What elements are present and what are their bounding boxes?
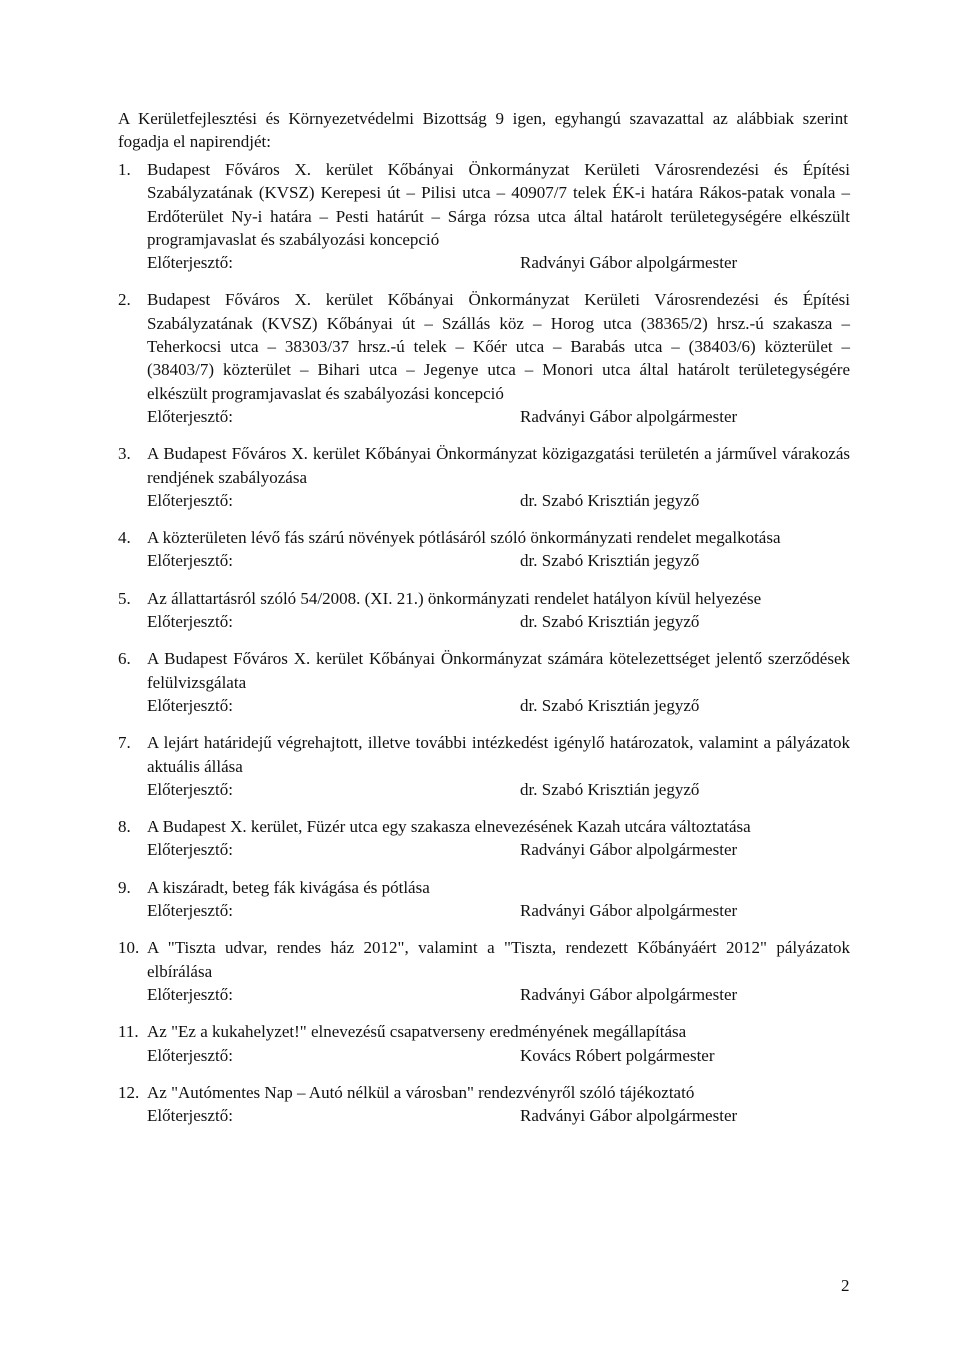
- presenter-label: Előterjesztő:: [147, 779, 233, 799]
- presenter-name: dr. Szabó Krisztián jegyző: [520, 779, 700, 799]
- presenter-label: Előterjesztő:: [147, 612, 233, 632]
- item-text: A kiszáradt, beteg fák kivágása és pótlása: [147, 877, 430, 897]
- presenter-name: Radványi Gábor alpolgármester: [520, 984, 738, 1004]
- presenter-name: dr. Szabó Krisztián jegyző: [520, 551, 700, 571]
- item-presenter: [147, 549, 850, 572]
- presenter-name: Radványi Gábor alpolgármester: [520, 840, 738, 860]
- presenter-label: Előterjesztő:: [147, 901, 233, 921]
- item-number: 12.: [118, 1082, 140, 1102]
- item-text: Budapest Főváros X. kerület Kőbányai Önkormányzat Kerületi Városrendezési és Építési Szabályzatának (KVSZ) Kerepesi út – Pilisi utca – 40907/7 telek ÉK-i határa Rákos-patak vonala – Erdőterület Ny-i határa – Pesti határút – Sárga rózsa utca által határolt területegységére elkészült programjavaslat és szabályozási koncepció: [147, 160, 850, 249]
- agenda-item: [118, 647, 850, 717]
- presenter-name: Radványi Gábor alpolgármester: [520, 253, 738, 273]
- agenda-item: [118, 288, 850, 428]
- item-number: 5.: [118, 588, 131, 608]
- presenter-label: Előterjesztő:: [147, 695, 233, 715]
- item-number: 4.: [118, 528, 131, 548]
- item-presenter: [147, 1104, 850, 1127]
- presenter-label: Előterjesztő:: [147, 406, 233, 426]
- agenda-item: [118, 587, 850, 634]
- item-presenter: [147, 694, 850, 717]
- agenda-item: [118, 526, 850, 573]
- item-text: Az állattartásról szóló 54/2008. (XI. 21.) önkormányzati rendelet hatályon kívül helyezése: [147, 588, 762, 608]
- item-presenter: [147, 1044, 850, 1067]
- item-text: Az "Autómentes Nap – Autó nélkül a városban" rendezvényről szóló tájékoztató: [147, 1082, 695, 1102]
- item-presenter: [147, 778, 850, 801]
- agenda-list: [118, 158, 850, 1141]
- presenter-name: Radványi Gábor alpolgármester: [520, 901, 738, 921]
- presenter-label: Előterjesztő:: [147, 253, 233, 273]
- item-presenter: [147, 899, 850, 922]
- item-text: Az "Ez a kukahelyzet!" elnevezésű csapatverseny eredményének megállapítása: [147, 1022, 687, 1042]
- presenter-name: dr. Szabó Krisztián jegyző: [520, 490, 700, 510]
- item-text: A "Tiszta udvar, rendes ház 2012", valamint a "Tiszta, rendezett Kőbányáért 2012" pályázatok elbírálása: [147, 938, 850, 981]
- item-presenter: [147, 838, 850, 861]
- presenter-name: dr. Szabó Krisztián jegyző: [520, 612, 700, 632]
- item-presenter: [147, 983, 850, 1006]
- item-number: 3.: [118, 444, 131, 464]
- presenter-name: dr. Szabó Krisztián jegyző: [520, 695, 700, 715]
- presenter-label: Előterjesztő:: [147, 1045, 233, 1065]
- item-number: 6.: [118, 649, 131, 669]
- item-text: A közterületen lévő fás szárú növények pótlásáról szóló önkormányzati rendelet megalkotása: [147, 528, 781, 548]
- agenda-item: [118, 158, 850, 274]
- agenda-item: [118, 936, 850, 1006]
- intro-paragraph: A Kerületfejlesztési és Környezetvédelmi Bizottság 9 igen, egyhangú szavazattal az alábbiak szerint fogadja el napirendjét:: [118, 109, 848, 151]
- item-presenter: [147, 251, 850, 274]
- item-text: A Budapest Főváros X. kerület Kőbányai Önkormányzat számára kötelezettséget jelentő szerződések felülvizsgálata: [147, 649, 850, 692]
- presenter-label: Előterjesztő:: [147, 1106, 233, 1126]
- item-number: 2.: [118, 290, 131, 310]
- presenter-name: Kovács Róbert polgármester: [520, 1045, 715, 1065]
- agenda-item: [118, 1081, 850, 1128]
- page-number: 2: [841, 1276, 850, 1295]
- item-number: 9.: [118, 877, 131, 897]
- presenter-name: Radványi Gábor alpolgármester: [520, 1106, 738, 1126]
- agenda-item: [118, 442, 850, 512]
- item-number: 7.: [118, 733, 131, 753]
- item-presenter: [147, 405, 850, 428]
- agenda-item: [118, 731, 850, 801]
- item-text: A Budapest X. kerület, Füzér utca egy szakasza elnevezésének Kazah utcára változtatása: [147, 817, 751, 837]
- item-number: 1.: [118, 160, 131, 179]
- agenda-item: [118, 876, 850, 923]
- item-presenter: [147, 610, 850, 633]
- item-number: 10.: [118, 938, 140, 958]
- item-text: A Budapest Főváros X. kerület Kőbányai Önkormányzat közigazgatási területén a járművel várakozás rendjének szabályozása: [147, 444, 850, 487]
- presenter-label: Előterjesztő:: [147, 984, 233, 1004]
- item-text: A lejárt határidejű végrehajtott, illetve további intézkedést igénylő határozatok, valamint a pályázatok aktuális állása: [147, 733, 850, 776]
- presenter-label: Előterjesztő:: [147, 490, 233, 510]
- presenter-label: Előterjesztő:: [147, 840, 233, 860]
- presenter-label: Előterjesztő:: [147, 551, 233, 571]
- agenda-item: [118, 1020, 850, 1067]
- presenter-name: Radványi Gábor alpolgármester: [520, 406, 738, 426]
- item-number: 11.: [118, 1022, 139, 1042]
- agenda-item: [118, 815, 850, 862]
- item-number: 8.: [118, 817, 131, 837]
- item-presenter: [147, 489, 850, 512]
- item-text: Budapest Főváros X. kerület Kőbányai Önkormányzat Kerületi Városrendezési és Építési Szabályzatának (KVSZ) Kőbányai út – Szállás köz – Horog utca (38365/2) hrsz.-ú szakasza – Teherkocsi utca – 38303/37 hrsz.-ú telek – Kőér utca – Barabás utca – (38403/6) közterület – (38403/7) közterület – Bihari utca – Jegenye utca – Monori utca által határolt területegységére elkészült programjavaslat és szabályozási koncepció: [147, 290, 850, 403]
